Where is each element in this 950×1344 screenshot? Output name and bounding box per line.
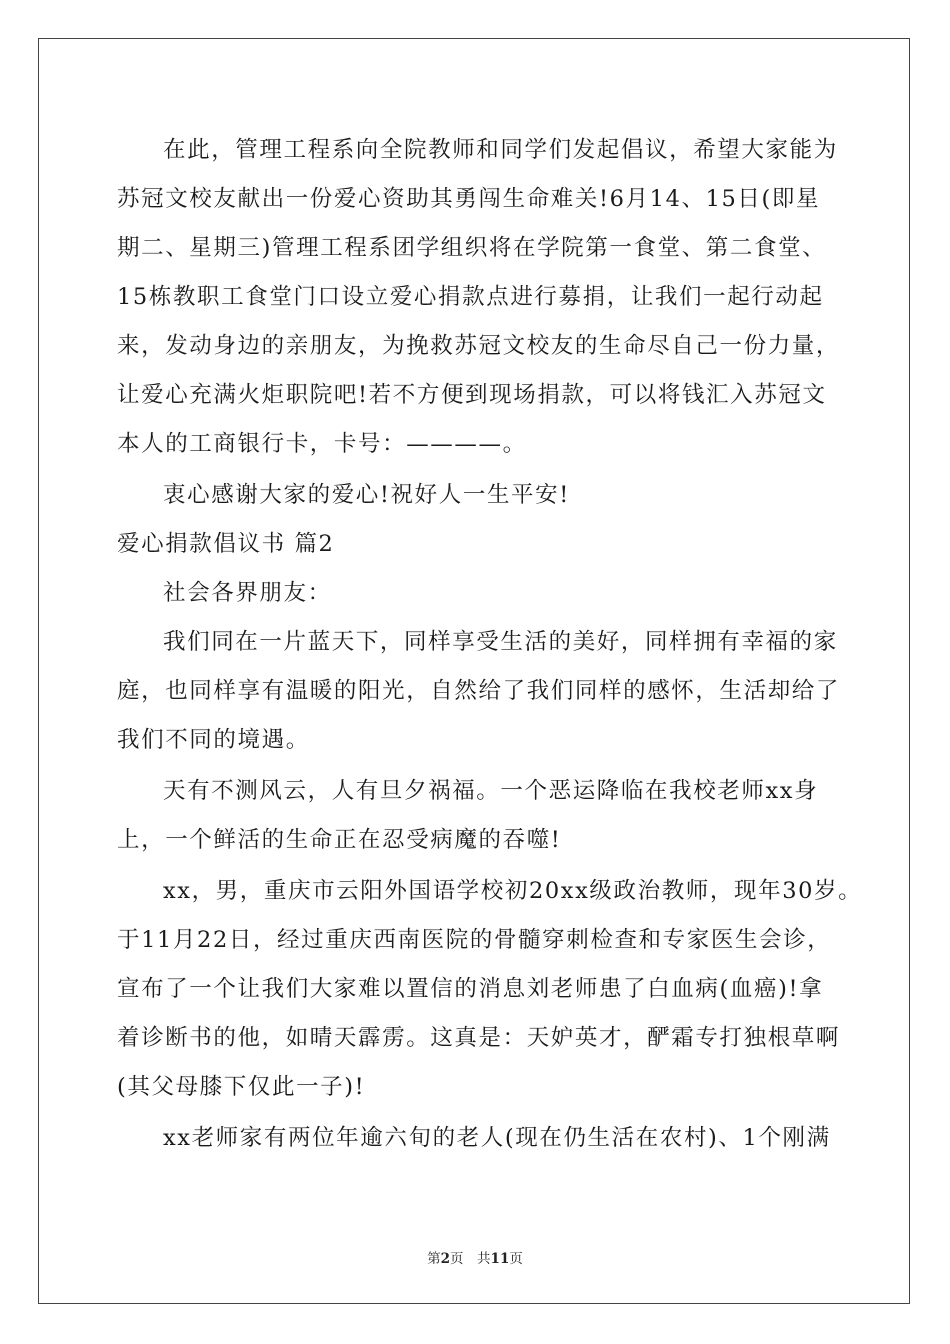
text-line: 我们同在一片蓝天下，同样享受生活的美好，同样拥有幸福的家 [163,629,838,655]
salutation: 社会各界朋友： [163,580,332,606]
paragraph-intro [117,618,857,765]
text-line: 苏冠文校友献出一份爱心资助其勇闯生命难关!6月14、15日(即星 [117,186,821,212]
text-line: 来，发动身边的亲朋友，为挽救苏冠文校友的生命尽自己一份力量， [117,333,841,359]
footer-page-total: 11 [490,1251,510,1267]
text-line: xx，男，重庆市云阳外国语学校初20xx级政治教师，现年30岁。 [163,878,863,904]
text-line: 在此，管理工程系向全院教师和同学们发起倡议，希望大家能为 [163,137,838,163]
text-line: 天有不测风云，人有旦夕祸福。一个恶运降临在我校老师xx身 [163,778,819,804]
paragraph-details [117,867,863,1112]
text-line: 宣布了一个让我们大家难以置信的消息刘老师患了白血病(血癌)!拿 [117,976,824,1002]
paragraph-initiative [117,126,857,469]
paragraph-misfortune [117,767,857,865]
text-line: 期二、星期三)管理工程系团学组织将在学院第一食堂、第二食堂、 [117,235,827,261]
text-line: 本人的工商银行卡，卡号：————。 [117,431,527,457]
document-body [117,126,863,1163]
paragraph-thanks: 衷心感谢大家的爱心!祝好人一生平安! [163,482,570,508]
text-line: 我们不同的境遇。 [117,727,310,753]
text-line: 上，一个鲜活的生命正在忍受病魔的吞噬! [117,827,562,853]
text-line: 让爱心充满火炬职院吧!若不方便到现场捐款，可以将钱汇入苏冠文 [117,382,827,408]
text-line: xx老师家有两位年逾六旬的老人(现在仍生活在农村)、1个刚满 [163,1125,831,1151]
paragraph-family [117,1114,857,1163]
footer-page-mid: 页 共 [450,1251,491,1267]
text-line: 15栋教职工食堂门口设立爱心捐款点进行募捐，让我们一起行动起 [117,284,824,310]
text-line: 庭，也同样享有温暖的阳光，自然给了我们同样的感怀，生活却给了 [117,678,841,704]
text-line: 着诊断书的他，如晴天霹雳。这真是：天妒英才，酽霜专打独根草啊 [117,1025,841,1051]
footer-page-current: 2 [440,1251,451,1267]
footer-page-suffix: 页 [509,1251,523,1267]
text-line: (其父母膝下仅此一子)! [117,1074,366,1100]
page-footer [0,1247,950,1267]
text-line: 于11月22日，经过重庆西南医院的骨髓穿刺检查和专家医生会诊， [117,927,832,953]
section-heading: 爱心捐款倡议书 篇2 [117,531,335,557]
footer-page-prefix: 第 [427,1251,441,1267]
